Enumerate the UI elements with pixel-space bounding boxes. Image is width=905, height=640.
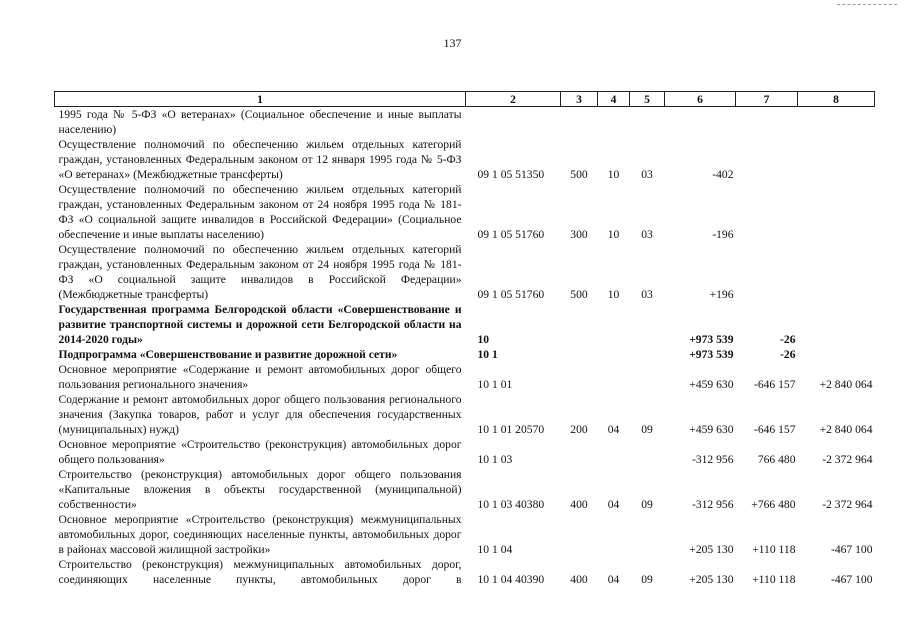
section-code: 04 <box>607 573 620 586</box>
expense-type-code <box>561 302 598 347</box>
budget-classification-code: 10 1 <box>477 348 498 361</box>
column-header-5: 5 <box>630 92 665 107</box>
budget-classification-code: 10 1 01 <box>477 378 513 391</box>
section-code <box>598 107 630 138</box>
section-code: 10 <box>607 168 620 181</box>
budget-classification-code: 10 <box>477 333 490 346</box>
row-description: 1995 года № 5-ФЗ «О ветеранах» (Социальное обеспечение и иные выплаты населению) <box>58 108 462 136</box>
row-description: Основное мероприятие «Содержание и ремонт автомобильных дорог общего пользования регионального значения» <box>58 363 462 391</box>
budget-classification-code <box>466 107 561 138</box>
amount-column-8: -2 372 964 <box>822 498 873 511</box>
amount-column-8: -2 372 964 <box>822 453 873 466</box>
table-row <box>55 512 875 557</box>
row-description: Основное мероприятие «Строительство (реконструкция) межмуниципальных автомобильных дорог, соединяющих населенные пункты, автомобильных дорог в районах массовой жилищной застройки» <box>58 513 462 556</box>
row-description: Государственная программа Белгородской области «Совершенствование и развитие транспортной системы и дорожной сети Белгородской области на 2014-2020 годы» <box>58 303 462 346</box>
amount-column-6: +973 539 <box>689 348 734 361</box>
amount-column-6: +205 130 <box>689 543 734 556</box>
column-header-6: 6 <box>665 92 736 107</box>
budget-classification-code: 10 1 04 <box>477 543 513 556</box>
budget-classification-code: 09 1 05 51760 <box>477 288 545 301</box>
section-code: 10 <box>607 228 620 241</box>
column-header-7: 7 <box>736 92 798 107</box>
scan-edge-mark <box>837 4 897 5</box>
amount-column-6: -312 956 <box>691 453 734 466</box>
budget-table <box>54 91 875 587</box>
amount-column-6: +196 <box>709 288 734 301</box>
subsection-code: 03 <box>641 288 653 301</box>
row-description: Строительство (реконструкция) автомобильных дорог общего пользования «Капитальные вложения в объекты государственной (муниципальной) собственности» <box>58 468 462 511</box>
row-description: Подпрограмма «Совершенствование и развитие дорожной сети» <box>58 348 398 361</box>
table-row <box>55 107 875 138</box>
amount-column-7: -646 157 <box>753 423 796 436</box>
row-description: Содержание и ремонт автомобильных дорог общего пользования регионального значения (Закупка товаров, работ и услуг для обеспечения государственных (муниципальных) нужд) <box>58 393 462 436</box>
expense-type-code <box>561 512 598 557</box>
expense-type-code: 300 <box>570 228 588 241</box>
subsection-code <box>630 302 665 347</box>
amount-column-8: -467 100 <box>830 573 873 586</box>
subsection-code <box>630 347 665 362</box>
table-row <box>55 347 875 362</box>
amount-column-7 <box>736 137 798 182</box>
section-code <box>598 437 630 467</box>
amount-column-7: -26 <box>780 333 796 346</box>
table-row <box>55 362 875 392</box>
row-description: Осуществление полномочий по обеспечению жильем отдельных категорий граждан, установленных Федеральным законом от 24 ноября 1995 года № 181-ФЗ «О социальной защите инвалидов в Российской Федерации» (Межбюджетные трансферты) <box>58 243 462 301</box>
subsection-code: 03 <box>641 228 653 241</box>
amount-column-8 <box>798 347 875 362</box>
expense-type-code: 200 <box>570 423 588 436</box>
budget-classification-code: 10 1 03 40380 <box>477 498 545 511</box>
expense-type-code <box>561 107 598 138</box>
expense-type-code <box>561 437 598 467</box>
table-row <box>55 302 875 347</box>
table-row <box>55 392 875 437</box>
amount-column-6 <box>665 107 736 138</box>
amount-column-6: -312 956 <box>691 498 734 511</box>
expense-type-code: 500 <box>570 168 588 181</box>
table-row <box>55 467 875 512</box>
amount-column-8: +2 840 064 <box>819 378 873 391</box>
row-description: Осуществление полномочий по обеспечению жильем отдельных категорий граждан, установленных Федеральным законом от 24 ноября 1995 года № 181-ФЗ «О социальной защите инвалидов в Российской Федерации» (Социальное обеспечение и иные выплаты населению) <box>58 183 462 241</box>
page-number: 137 <box>443 36 462 50</box>
column-header-1: 1 <box>55 92 466 107</box>
expense-type-code: 400 <box>570 498 588 511</box>
amount-column-7 <box>736 182 798 242</box>
budget-classification-code: 10 1 01 20570 <box>477 423 545 436</box>
amount-column-8: +2 840 064 <box>819 423 873 436</box>
amount-column-6: +205 130 <box>689 573 734 586</box>
section-code <box>598 302 630 347</box>
amount-column-7: +110 118 <box>752 573 796 586</box>
budget-classification-code: 09 1 05 51350 <box>477 168 545 181</box>
amount-column-8 <box>798 137 875 182</box>
column-header-4: 4 <box>598 92 630 107</box>
subsection-code: 09 <box>641 573 653 586</box>
amount-column-6: +459 630 <box>689 378 734 391</box>
column-number-header-row <box>55 92 875 107</box>
subsection-code <box>630 362 665 392</box>
amount-column-7: 766 480 <box>757 453 796 466</box>
subsection-code <box>630 437 665 467</box>
amount-column-7: +766 480 <box>751 498 796 511</box>
budget-classification-code: 09 1 05 51760 <box>477 228 545 241</box>
expense-type-code: 400 <box>570 573 588 586</box>
amount-column-6: -402 <box>712 168 734 181</box>
budget-classification-code: 10 1 04 40390 <box>477 573 545 586</box>
table-row <box>55 182 875 242</box>
amount-column-7: -646 157 <box>753 378 796 391</box>
amount-column-8 <box>798 182 875 242</box>
section-code <box>598 347 630 362</box>
amount-column-6: -196 <box>712 228 734 241</box>
column-header-8: 8 <box>798 92 875 107</box>
section-code: 10 <box>607 288 620 301</box>
table-row <box>55 437 875 467</box>
table-body <box>55 107 875 588</box>
section-code <box>598 512 630 557</box>
row-description: Осуществление полномочий по обеспечению жильем отдельных категорий граждан, установленных Федеральным законом от 12 января 1995 года № 5-ФЗ «О ветеранах» (Межбюджетные трансферты) <box>58 138 462 181</box>
row-description: Строительство (реконструкция) межмуниципальных автомобильных дорог, соединяющих населенные пункты, автомобильных дорог в <box>58 558 462 586</box>
table-row <box>55 242 875 302</box>
expense-type-code: 500 <box>570 288 588 301</box>
amount-column-8: -467 100 <box>830 543 873 556</box>
expense-type-code <box>561 347 598 362</box>
expense-type-code <box>561 362 598 392</box>
subsection-code: 03 <box>641 168 653 181</box>
amount-column-7 <box>736 242 798 302</box>
row-description: Основное мероприятие «Строительство (реконструкция) автомобильных дорог общего пользования» <box>58 438 462 466</box>
amount-column-7 <box>736 107 798 138</box>
budget-classification-code: 10 1 03 <box>477 453 513 466</box>
amount-column-7: -26 <box>780 348 796 361</box>
section-code: 04 <box>607 498 620 511</box>
subsection-code: 09 <box>641 423 653 436</box>
subsection-code <box>630 512 665 557</box>
amount-column-7: +110 118 <box>752 543 796 556</box>
column-header-2: 2 <box>466 92 561 107</box>
amount-column-8 <box>798 242 875 302</box>
section-code: 04 <box>607 423 620 436</box>
amount-column-6: +459 630 <box>689 423 734 436</box>
section-code <box>598 362 630 392</box>
table-row <box>55 557 875 587</box>
amount-column-8 <box>798 302 875 347</box>
table-row <box>55 137 875 182</box>
subsection-code: 09 <box>641 498 653 511</box>
amount-column-6: +973 539 <box>689 333 734 346</box>
amount-column-8 <box>798 107 875 138</box>
column-header-3: 3 <box>561 92 598 107</box>
subsection-code <box>630 107 665 138</box>
